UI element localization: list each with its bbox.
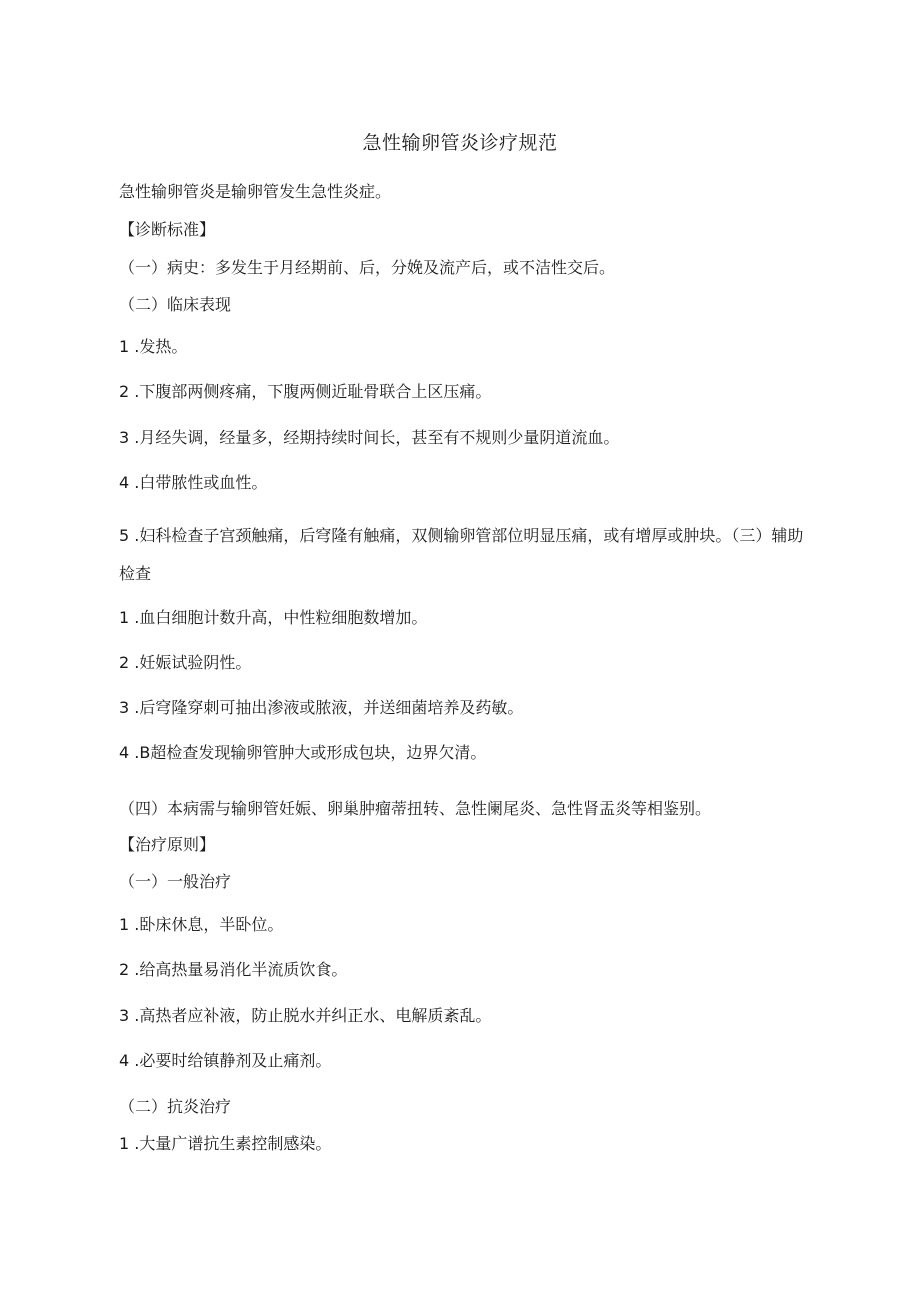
history-paragraph: （一）病史：多发生于月经期前、后，分娩及流产后，或不洁性交后。: [119, 258, 616, 277]
list-item-wrapped: 5 .妇科检查子宫颈触痛，后穹隆有触痛，双侧输卵管部位明显压痛，或有增厚或肿块。（三）辅助检查: [119, 526, 804, 583]
section-heading-diagnosis: 【诊断标准】: [119, 220, 216, 239]
list-item: 4 .白带脓性或血性。: [119, 473, 268, 492]
list-item: 2 .下腹部两侧疼痛，下腹两侧近耻骨联合上区压痛。: [119, 382, 492, 401]
list-item: 1 .卧床休息，半卧位。: [119, 915, 284, 934]
subheading-general: （一）一般治疗: [119, 872, 232, 891]
list-item: 1 .大量广谱抗生素控制感染。: [119, 1134, 332, 1153]
list-item: 3 .月经失调，经量多，经期持续时间长，甚至有不规则少量阴道流血。: [119, 428, 620, 447]
list-item: 1 .血白细胞计数升高，中性粒细胞数增加。: [119, 608, 428, 627]
list-item: 4 .B超检查发现输卵管肿大或形成包块，边界欠清。: [119, 743, 487, 762]
list-item: 4 .必要时给镇静剂及止痛剂。: [119, 1051, 332, 1070]
document-title: 急性输卵管炎诊疗规范: [362, 132, 558, 154]
subheading-clinical: （二）临床表现: [119, 295, 232, 314]
list-item: 2 .妊娠试验阴性。: [119, 653, 252, 672]
list-item: 2 .给高热量易消化半流质饮食。: [119, 960, 348, 979]
subheading-antibiotic: （二）抗炎治疗: [119, 1097, 232, 1116]
list-item: 3 .高热者应补液，防止脱水并纠正水、电解质紊乱。: [119, 1006, 492, 1025]
intro-paragraph: 急性输卵管炎是输卵管发生急性炎症。: [119, 182, 392, 201]
list-item: 1 .发热。: [119, 337, 188, 356]
differential-paragraph: （四）本病需与输卵管妊娠、卵巢肿瘤蒂扭转、急性阑尾炎、急性肾盂炎等相鉴别。: [119, 799, 712, 818]
section-heading-treatment: 【治疗原则】: [119, 835, 216, 854]
list-item: 3 .后穹隆穿刺可抽出渗液或脓液，并送细菌培养及药敏。: [119, 698, 524, 717]
